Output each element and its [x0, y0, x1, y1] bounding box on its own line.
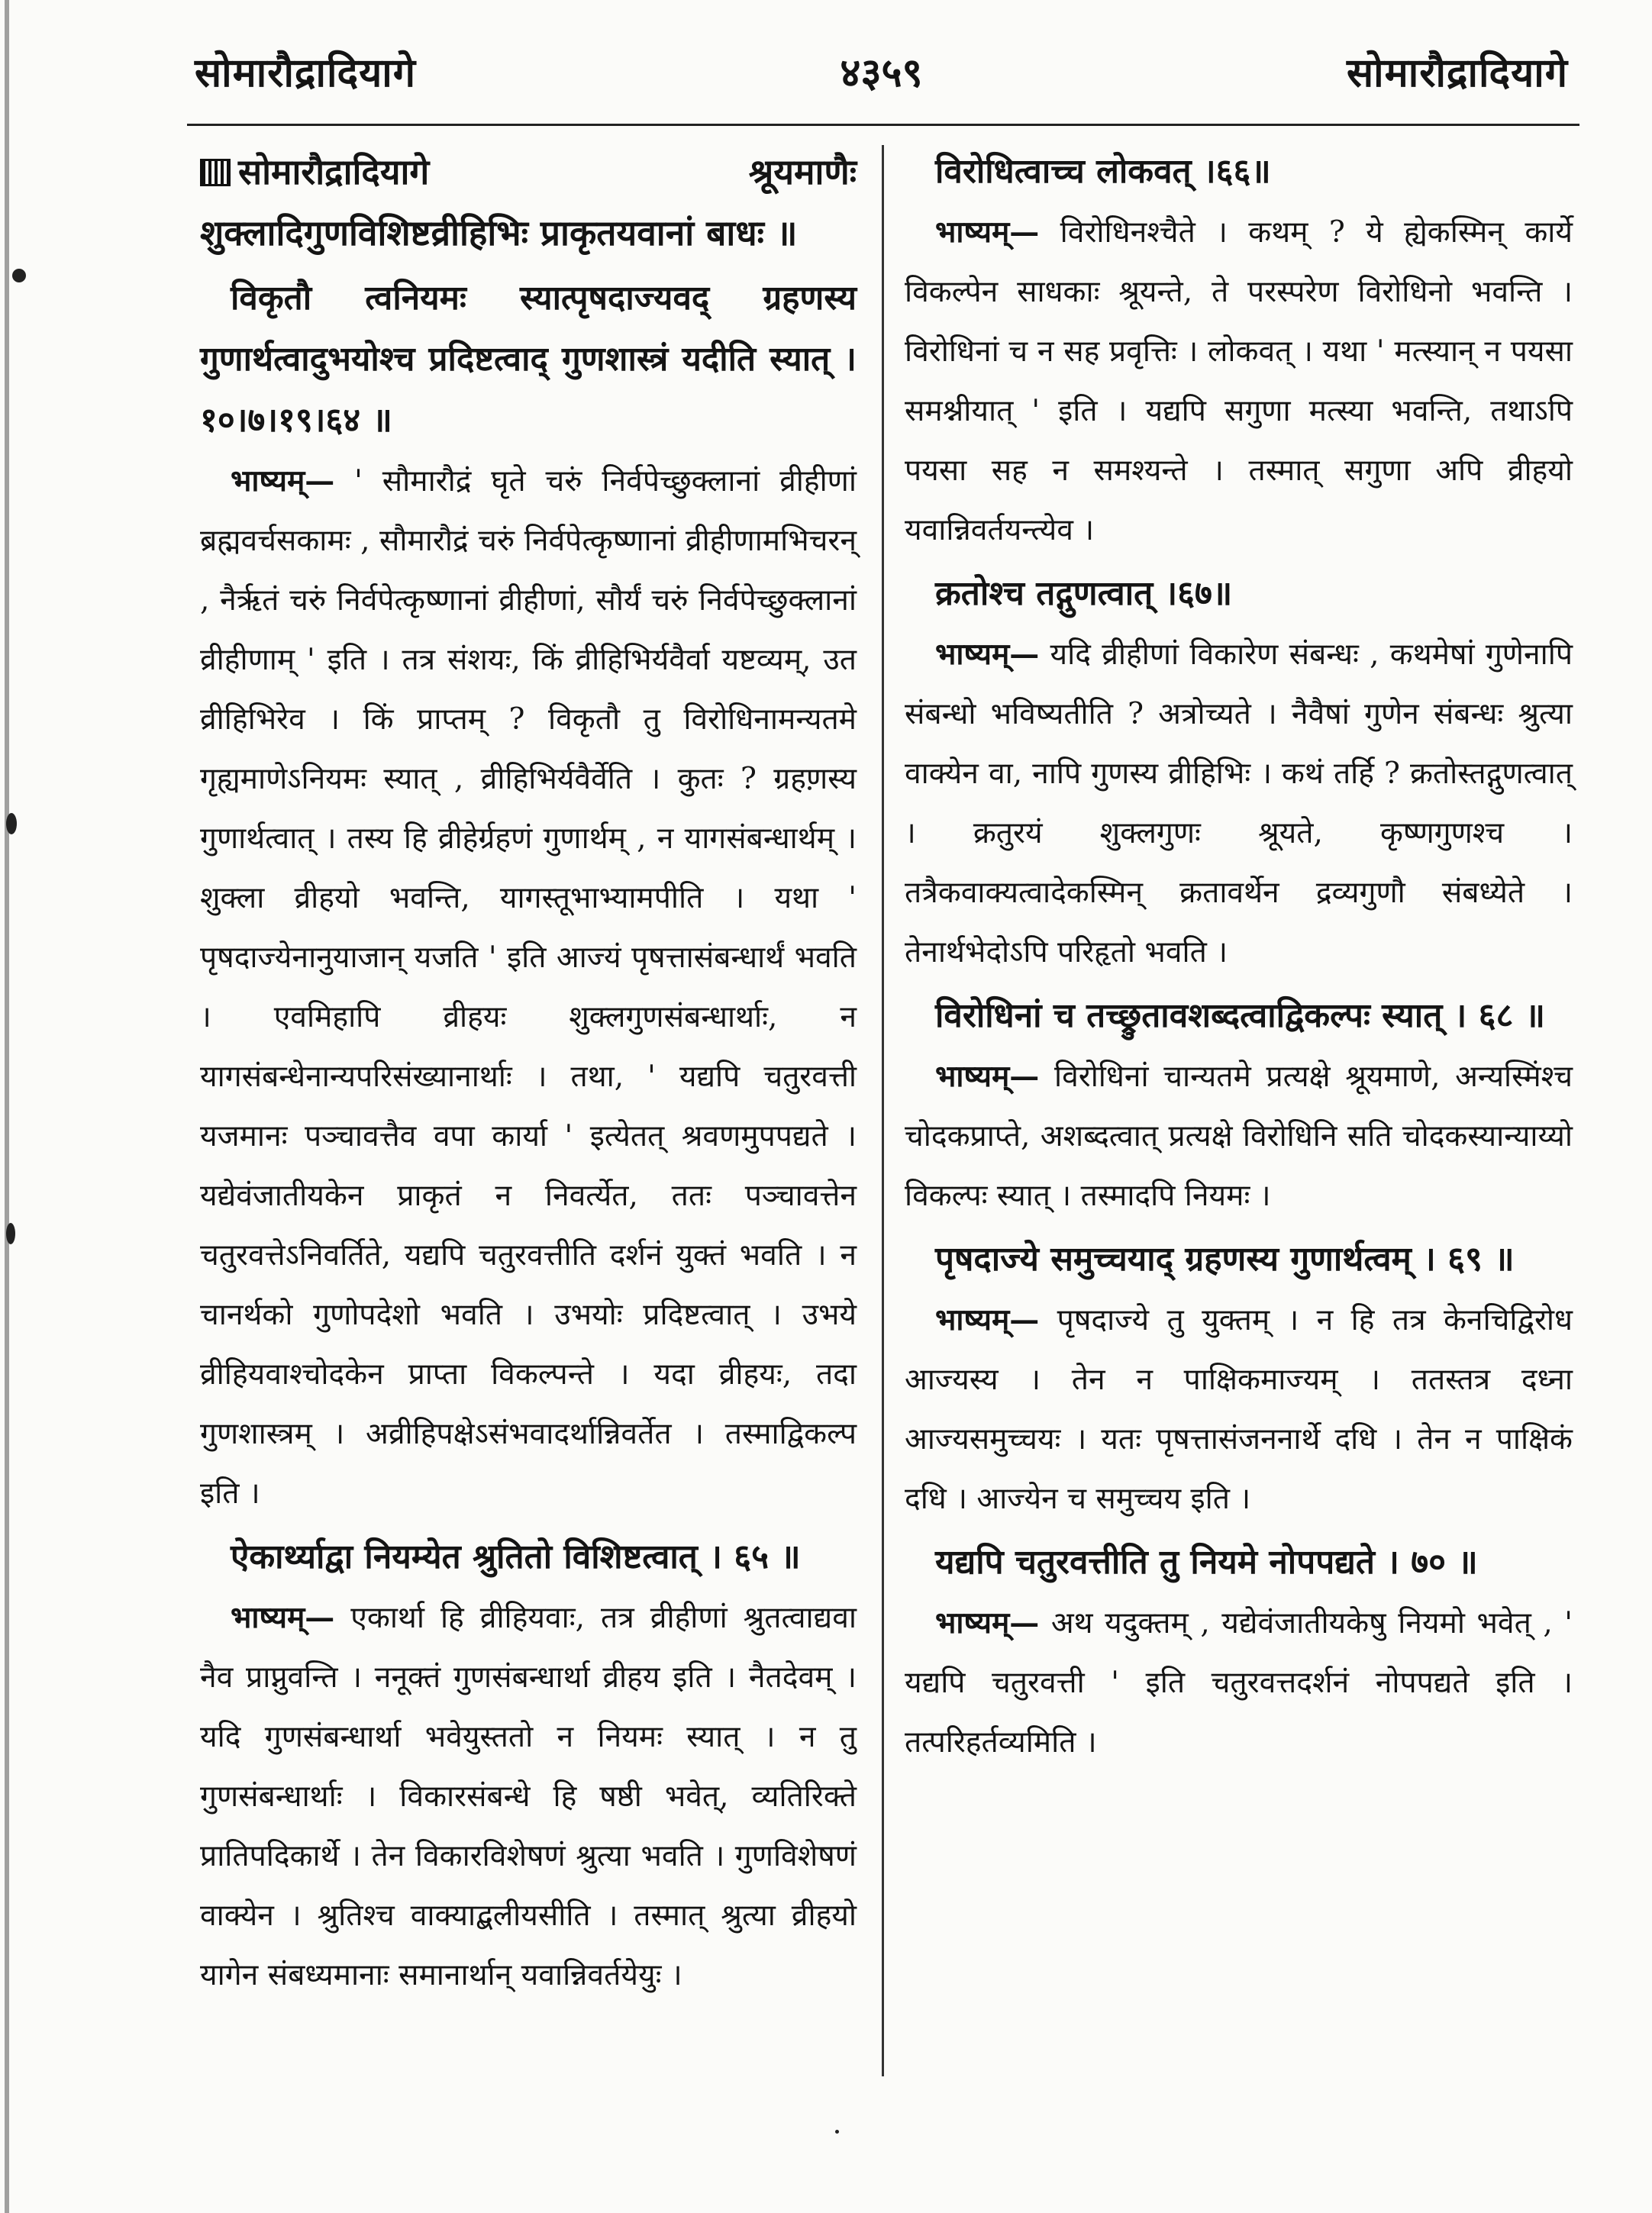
running-head-left: सोमारौद्रादियागे: [195, 50, 416, 96]
sutra-66: विरोधित्वाच्च लोकवत् ।६६॥: [935, 152, 1271, 191]
bhashya-label: भाष्यम्—: [935, 215, 1040, 250]
sutra-70: यद्यपि चतुरवत्तीति तु नियमे नोपपद्यते । ७० ॥: [935, 1543, 1478, 1582]
right-column: [905, 141, 1573, 1776]
header-rule: [187, 124, 1579, 126]
sutra-69: पृषदाज्ये समुच्चयाद् ग्रहणस्य गुणार्थत्वम् । ६९ ॥: [935, 1240, 1515, 1279]
ink-speck: [5, 0, 9, 2213]
running-head-right: सोमारौद्रादियागे: [1347, 50, 1568, 96]
topic-heading: सोमारौद्रादियागे श्रूयमाणैः शुक्लादिगुणविशिष्टव्रीहिभिः प्राकृतयवानां बाधः ॥: [200, 151, 857, 253]
page-header: [195, 37, 1568, 121]
ink-speck: [12, 269, 26, 282]
bhashya-label: भाष्यम्—: [935, 1059, 1040, 1094]
bhashya-label: भाष्यम्—: [935, 1605, 1040, 1640]
ink-speck: [6, 813, 17, 834]
bhashya-69: भाष्यम्— पृषदाज्ये तु युक्तम् । न हि तत्र केनचिद्विरोध आज्यस्य । तेन न पाक्षिकमाज्यम् । ततस्तत्र दध्ना आज्यसमुच्चयः । यतः पृषत्तासंजननार्थे दधि । तेन न पाक्षिकं दधि । आज्येन च समुच्चय इति ।: [905, 1302, 1573, 1516]
sutra-65: ऐकार्थ्याद्वा नियम्येत श्रुतितो विशिष्टत्वात् । ६५ ॥: [231, 1537, 801, 1576]
section-mark-icon: [200, 159, 231, 186]
ink-speck: [6, 1223, 15, 1244]
column-divider: [882, 145, 884, 2076]
bhashya-label: भाष्यम्—: [935, 637, 1040, 672]
page-number: ४३५९: [840, 50, 923, 96]
bhashya-label: भाष्यम्—: [935, 1302, 1040, 1337]
sutra-64: विकृतौ त्वनियमः स्यात्पृषदाज्यवद् ग्रहणस्य गुणार्थत्वादुभयोश्च प्रदिष्टत्वाद् गुणशास्त्रं यदीति स्यात् । १०।७।१९।६४ ॥: [200, 279, 857, 440]
bhashya-70: भाष्यम्— अथ यदुक्तम् , यद्येवंजातीयकेषु नियमो भवेत् , ' यद्यपि चतुरवत्ती ' इति चतुरवत्तदर्शनं नोपपद्यते इति । तत्परिहर्तव्यमिति ।: [905, 1605, 1573, 1760]
bhashya-65: भाष्यम्— एकार्था हि व्रीहियवाः, तत्र व्रीहीणां श्रुतत्वाद्यवा नैव प्राप्नुवन्ति । ननूक्तं गुणसंबन्धार्था व्रीहय इति । नैतदेवम् । यदि गुणसंबन्धार्था भवेयुस्ततो न नियमः स्यात् । न तु गुणसंबन्धार्थाः । विकारसंबन्धे हि षष्ठी भवेत्, व्यतिरिक्ते प्रातिपदिकार्थे । तेन विकारविशेषणं श्रुत्या भवति । गुणविशेषणं वाक्येन । श्रुतिश्च वाक्याद्बलीयसीति । तस्मात् श्रुत्या व्रीहयो यागेन संबध्यमानाः समानार्थान् यवान्निवर्तयेयुः ।: [200, 1600, 857, 1992]
bhashya-label: भाष्यम्—: [231, 463, 335, 498]
sutra-68: विरोधिनां च तच्छ्रुतावशब्दत्वाद्विकल्पः स्यात् । ६८ ॥: [935, 996, 1546, 1035]
bhashya-68: भाष्यम्— विरोधिनां चान्यतमे प्रत्यक्षे श्रूयमाणे, अन्यस्मिंश्च चोदकप्राप्ते, अशब्दत्वात् प्रत्यक्षे विरोधिनि सति चोदकस्यान्याय्यो विकल्पः स्यात् । तस्मादपि नियमः ।: [905, 1059, 1573, 1213]
sutra-67: क्रतोश्च तद्गुणत्वात् ।६७॥: [935, 574, 1233, 613]
ink-speck: [835, 2130, 839, 2134]
bhashya-label: भाष्यम्—: [231, 1600, 335, 1635]
left-column: [200, 141, 857, 2008]
bhashya-66: भाष्यम्— विरोधिनश्चैते । कथम् ? ये ह्येकस्मिन् कार्ये विकल्पेन साधकाः श्रूयन्ते, ते परस्परेण विरोधिनो भवन्ति । विरोधिनां च न सह प्रवृत्तिः । लोकवत् । यथा ' मत्स्यान् न पयसा समश्नीयात् ' इति । यद्यपि सगुणा मत्स्या भवन्ति, तथाऽपि पयसा सह न समश्यन्ते । तस्मात् सगुणा अपि व्रीहयो यवान्निवर्तयन्त्येव ।: [905, 215, 1573, 547]
bhashya-67: भाष्यम्— यदि व्रीहीणां विकारेण संबन्धः , कथमेषां गुणेनापि संबन्धो भविष्यतीति ? अत्रोच्यते । नैवैषां गुणेन संबन्धः श्रुत्या वाक्येन वा, नापि गुणस्य व्रीहिभिः । कथं तर्हि ? क्रतोस्तद्गुणत्वात् । क्रतुरयं शुक्लगुणः श्रूयते, कृष्णगुणश्च । तत्रैकवाक्यत्वादेकस्मिन् क्रतावर्थेन द्रव्यगुणौ संबध्येते । तेनार्थभेदोऽपि परिहृतो भवति ।: [905, 637, 1573, 969]
bhashya-64: भाष्यम्— ' सौमारौद्रं घृते चरुं निर्वपेच्छुक्लानां व्रीहीणां ब्रह्मवर्चसकामः , सौमारौद्रं चरुं निर्वपेत्कृष्णानां व्रीहीणामभिचरन् , नैर्ऋतं चरुं निर्वपेत्कृष्णानां व्रीहीणां, सौर्यं चरुं निर्वपेच्छुक्लानां व्रीहीणाम् ' इति । तत्र संशयः, किं व्रीहिभिर्यवैर्वा यष्टव्यम्, उत व्रीहिभिरेव । किं प्राप्तम् ? विकृतौ तु विरोधिनामन्यतमे गृह्यमाणेऽनियमः स्यात् , व्रीहिभिर्यवैर्वेति । कुतः ? ग्रहणस्य गुणार्थत्वात् । तस्य हि व्रीहेर्ग्रहणं गुणार्थम् , न यागसंबन्धार्थम् । शुक्ला व्रीहयो भवन्ति, यागस्तूभाभ्यामपीति । यथा ' पृषदाज्येनानुयाजान् यजति ' इति आज्यं पृषत्तासंबन्धार्थं भवति । एवमिहापि व्रीहयः शुक्लगुणसंबन्धार्थाः, न यागसंबन्धेनान्यपरिसंख्यानार्थाः । तथा, ' यद्यपि चतुरवत्ती यजमानः पञ्चावत्तैव वपा कार्या ' इत्येतत् श्रवणमुपपद्यते । यद्येवंजातीयकेन प्राकृतं न निवर्त्येत, ततः पञ्चावत्तेन चतुरवत्तेऽनिवर्तिते, यद्यपि चतुरवत्तीति दर्शनं युक्तं भवति । न चानर्थको गुणोपदेशो भवति । उभयोः प्रदिष्टत्वात् । उभये व्रीहियवाश्चोदकेन प्राप्ता विकल्पन्ते । यदा व्रीहयः, तदा गुणशास्त्रम् । अव्रीहिपक्षेऽसंभवादर्थान्निवर्तेत । तस्माद्विकल्प इति ।: [200, 463, 857, 1511]
